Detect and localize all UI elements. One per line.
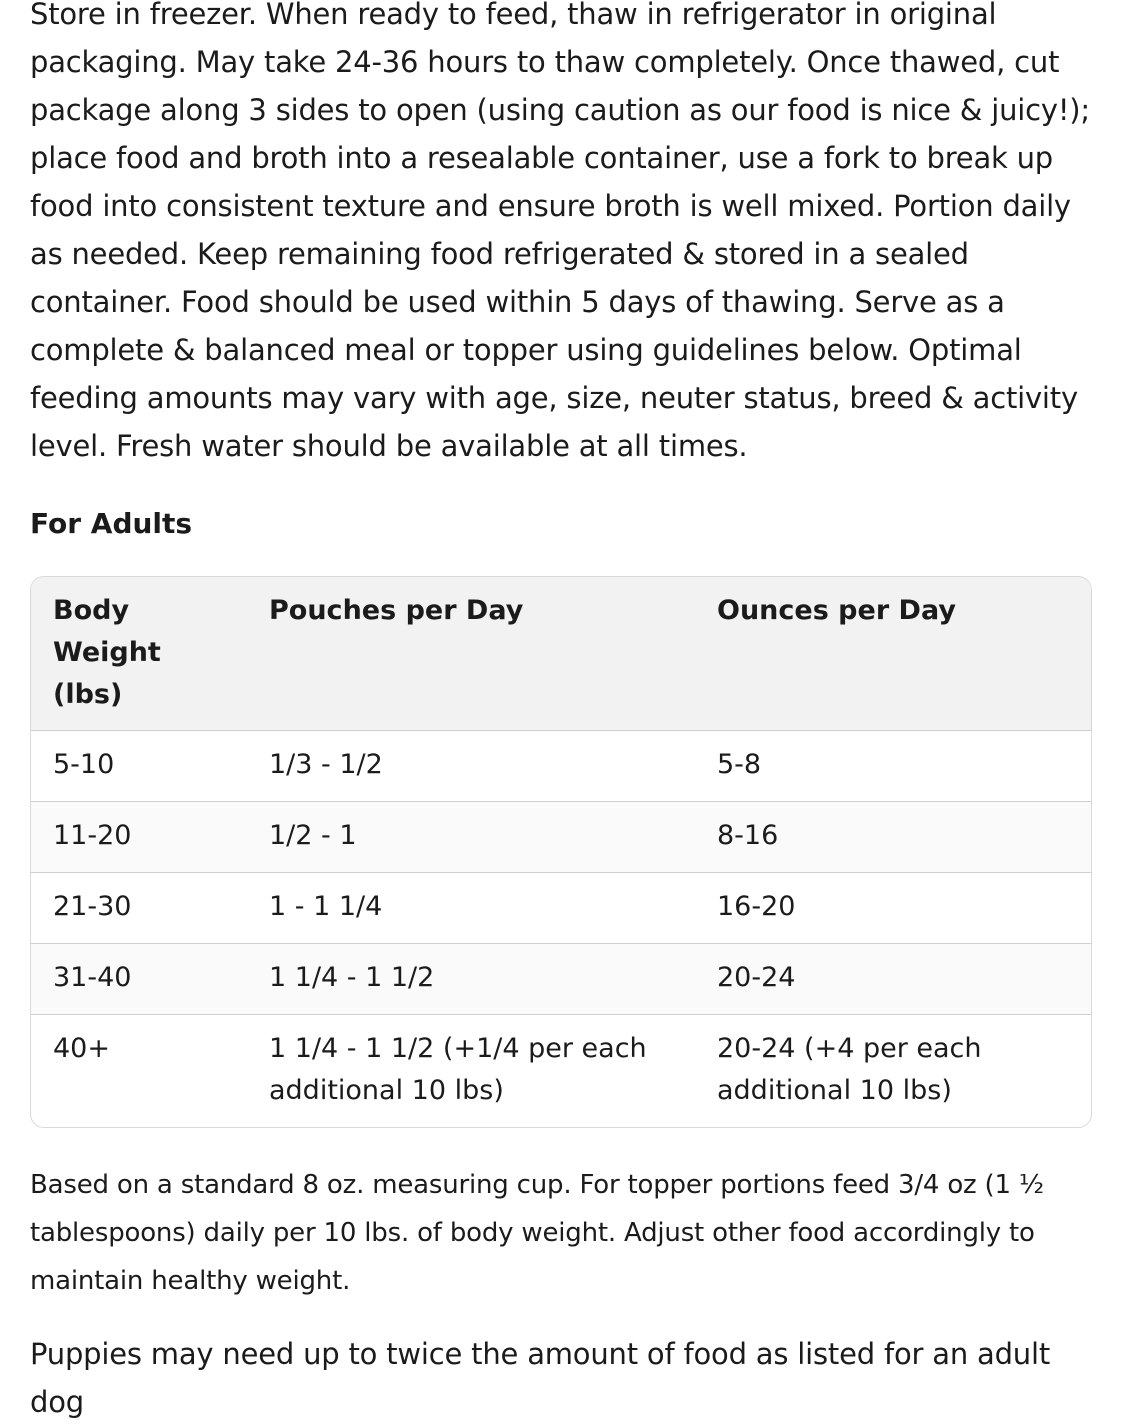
section-title: For Adults [30, 507, 193, 540]
header-pouches-per-day: Pouches per Day [247, 577, 695, 731]
header-body-weight: Body Weight (lbs) [31, 577, 247, 731]
puppy-note: Puppies may need up to twice the amount of food as listed for an adult dog [30, 1337, 1051, 1419]
cell-pouches: 1/2 - 1 [247, 802, 695, 873]
table-header-row [31, 577, 1091, 731]
table-row [31, 873, 1091, 944]
cell-pouches: 1/3 - 1/2 [269, 749, 383, 780]
cell-body-weight: 11-20 [31, 802, 247, 873]
cell-ounces: 16-20 [695, 873, 1091, 944]
cell-body-weight: 21-30 [31, 873, 247, 944]
cell-body-weight: 31-40 [31, 944, 247, 1015]
cell-ounces: 20-24 (+4 per each additional 10 lbs) [695, 1015, 1091, 1128]
cell-ounces: 8-16 [695, 802, 1091, 873]
cell-body-weight: 40+ [31, 1015, 247, 1128]
cell-pouches: 1 - 1 1/4 [247, 873, 695, 944]
table-row [31, 944, 1091, 1015]
cell-pouches: 1 1/4 - 1 1/2 (+1/4 per each additional 10 lbs) [247, 1015, 695, 1128]
feeding-table [30, 576, 1092, 1128]
table-row [31, 731, 1091, 802]
table-row [31, 802, 1091, 873]
header-ounces-per-day: Ounces per Day [695, 577, 1091, 731]
feeding-instructions: Store in freezer. When ready to feed, thaw in refrigerator in original packaging. May take 24-36 hours to thaw completely. Once thawed, cut package along 3 sides to open (using caution as our food is nice & juicy!); place food and broth into a resealable container, use a fork to break up food into consistent texture and ensure broth is well mixed. Portion daily as needed. Keep remaining food refrigerated & stored in a sealed container. Food should be used within 5 days of thawing. Serve as a complete & balanced meal or topper using guidelines below. Optimal feeding amounts may vary with age, size, neuter status, breed & activity level. Fresh water should be available at all times. [30, 0, 1090, 463]
cell-pouches: 1 1/4 - 1 1/2 [247, 944, 695, 1015]
cell-ounces: 5-8 [717, 749, 762, 780]
cell-ounces: 20-24 [695, 944, 1091, 1015]
cell-body-weight: 5-10 [53, 749, 115, 780]
measuring-note: Based on a standard 8 oz. measuring cup. For topper portions feed 3/4 oz (1 ½ tablespoons) daily per 10 lbs. of body weight. Adjust other food accordingly to maintain healthy weight. [30, 1170, 1044, 1296]
table-row [31, 1015, 1091, 1128]
